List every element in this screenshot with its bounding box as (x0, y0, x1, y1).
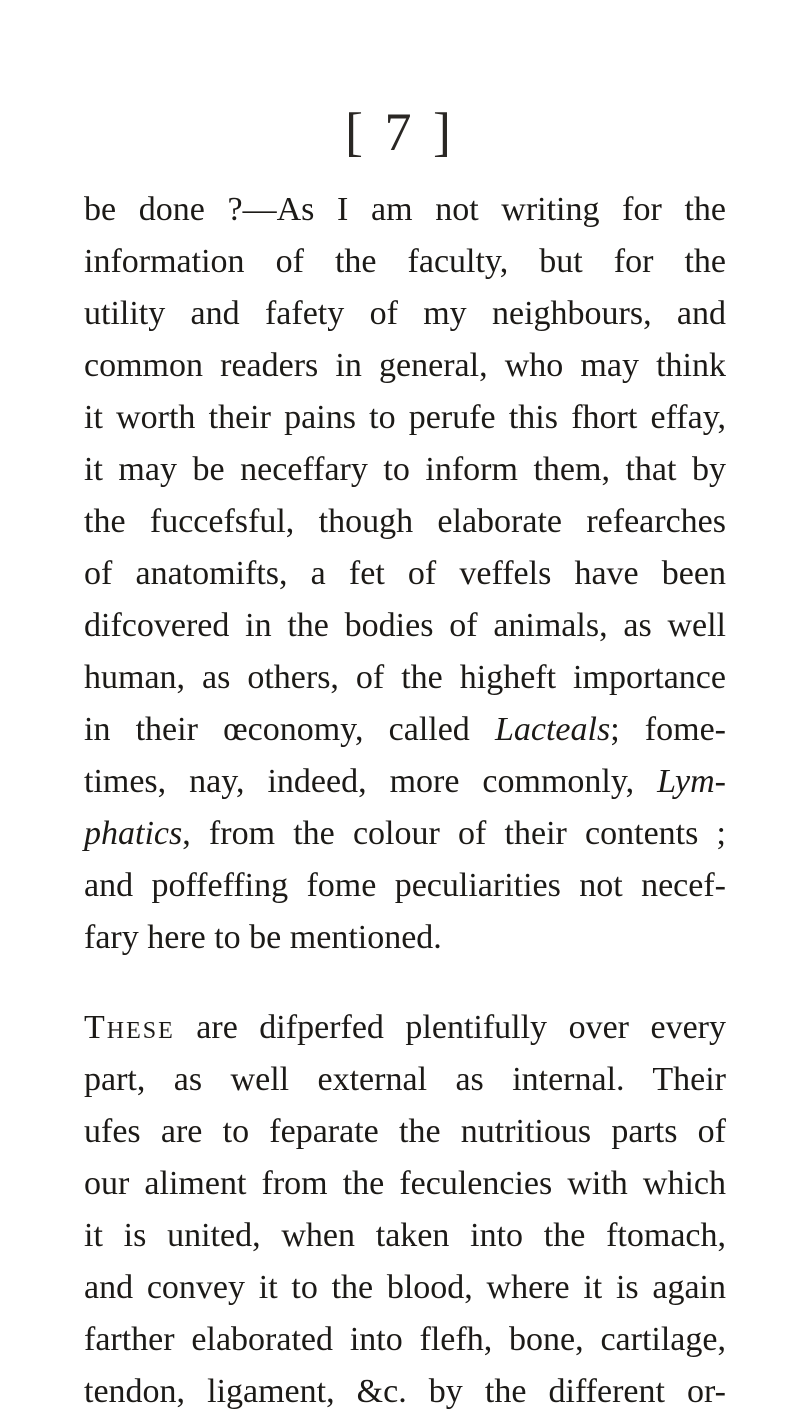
text-line: information of the faculty, but for the (84, 243, 726, 280)
term-lacteals: Lacteals (494, 711, 611, 748)
text-segment: in their œconomy, called (84, 711, 470, 748)
text-line: fary here to be mentioned. (84, 919, 442, 956)
text-line: utility and fafety of my neighbours, and (84, 295, 726, 332)
text-line: our aliment from the feculencies with which (84, 1165, 726, 1202)
drop-word: These (84, 1009, 175, 1046)
page-number: [ 7 ] (345, 102, 455, 162)
text-line: the fuccefsful, though elaborate refearches (84, 503, 726, 540)
text-line: human, as others, of the higheft importance (84, 659, 726, 696)
text-line: be done ?—As I am not writing for the (84, 191, 726, 228)
text-line: common readers in general, who may think (84, 347, 726, 384)
text-line: part, as well external as internal. Their (84, 1061, 726, 1098)
text-segment: ; fome- (610, 711, 726, 748)
text-line: and convey it to the blood, where it is again (84, 1269, 726, 1306)
term-lymphatics-start: Lym- (657, 763, 726, 800)
term-lymphatics-end: phatics (84, 815, 183, 852)
text-line: difcovered in the bodies of animals, as well (84, 607, 726, 644)
text-line (84, 756, 726, 808)
text-line (84, 808, 726, 860)
text-segment: , from the colour of their contents ; (182, 815, 726, 852)
text-segment: times, nay, indeed, more commonly, (84, 763, 635, 800)
text-line: tendon, ligament, &c. by the different or- (84, 1373, 726, 1410)
text-line: it worth their pains to perufe this fhort effay, (84, 399, 726, 436)
text-line (84, 704, 726, 756)
text-line: it is united, when taken into the ftomach, (84, 1217, 726, 1254)
text-line: farther elaborated into flefh, bone, cartilage, (84, 1321, 726, 1358)
text-line: it may be neceffary to inform them, that by (84, 451, 726, 488)
text-line: and poffeffing fome peculiarities not necef- (84, 867, 726, 904)
text-segment: are difperfed plentifully over every (196, 1009, 726, 1046)
text-line: ufes are to feparate the nutritious parts of (84, 1113, 726, 1150)
text-line (84, 1002, 726, 1054)
text-line: of anatomifts, a fet of veffels have been (84, 555, 726, 592)
